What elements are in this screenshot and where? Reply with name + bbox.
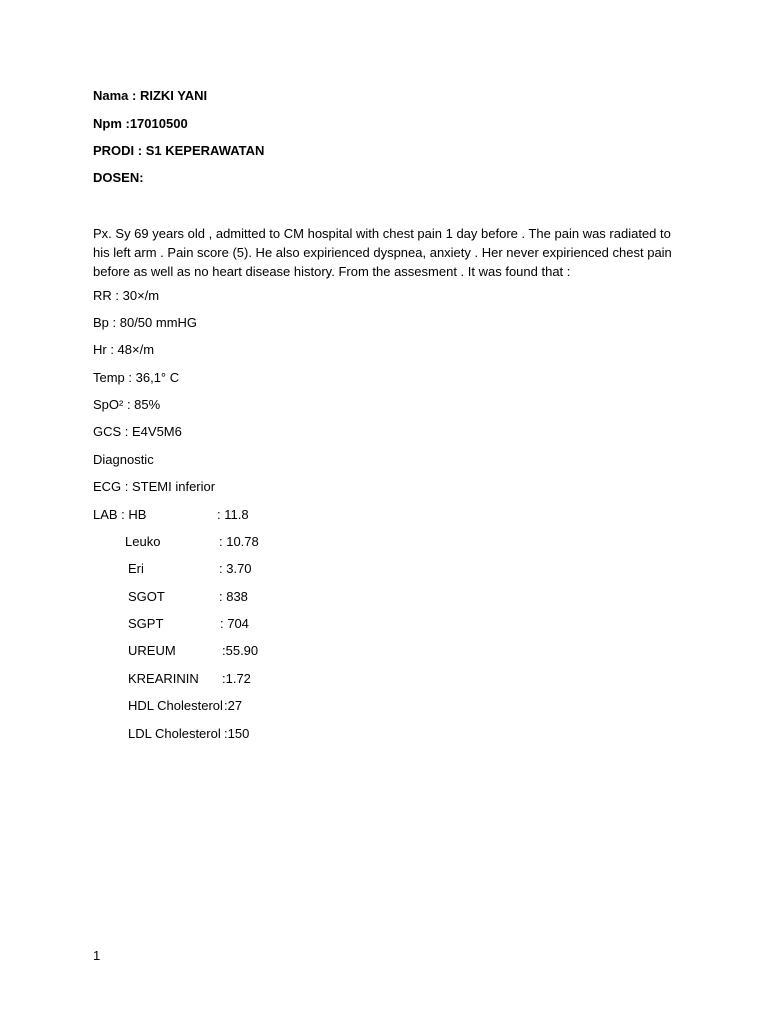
vital-temp: Temp : 36,1° C (93, 370, 180, 385)
lab-name-eri: Eri (128, 561, 144, 576)
lab-value-sgot: : 838 (219, 589, 248, 604)
lab-value-eri: : 3.70 (219, 561, 252, 576)
student-name: Nama : RIZKI YANI (93, 88, 208, 103)
vital-gcs: GCS : E4V5M6 (93, 424, 182, 439)
vital-spo2: SpO² : 85% (93, 397, 161, 412)
ecg-result: ECG : STEMI inferior (93, 479, 216, 494)
vital-rr: RR : 30×/m (93, 288, 160, 303)
lab-name-sgpt: SGPT (128, 616, 164, 631)
lab-name-krearinin: KREARININ (128, 671, 199, 686)
vital-hr: Hr : 48×/m (93, 342, 155, 357)
lab-value-ldl: :150 (224, 726, 250, 741)
lab-value-krearinin: :1.72 (222, 671, 251, 686)
lab-name-hdl: HDL Cholesterol (128, 698, 223, 713)
lab-name-leuko: Leuko (125, 534, 161, 549)
case-description: Px. Sy 69 years old , admitted to CM hospital with chest pain 1 day before . The pain was radiated to his left arm . Pain score (5). He also expirienced dyspnea, anxiety . Her never expirienced chest pain before as well as no heart disease history. From the assesment . It was found that : (93, 226, 672, 279)
diagnostic-heading: Diagnostic (93, 452, 154, 467)
lab-value-hdl: :27 (224, 698, 243, 713)
lab-name-sgot: SGOT (128, 589, 165, 604)
lab-prefix: LAB : HB (93, 507, 147, 522)
lab-value-leuko: : 10.78 (219, 534, 259, 549)
study-program: PRODI : S1 KEPERAWATAN (93, 143, 265, 158)
page-number: 1 (93, 948, 101, 963)
lab-value-ureum: :55.90 (222, 643, 259, 658)
lab-name-ldl: LDL Cholesterol (128, 726, 221, 741)
lab-name-ureum: UREUM (128, 643, 176, 658)
vital-bp: Bp : 80/50 mmHG (93, 315, 198, 330)
lab-value-sgpt: : 704 (220, 616, 249, 631)
lecturer: DOSEN: (93, 170, 144, 185)
student-npm: Npm :17010500 (93, 116, 188, 131)
lab-value-hb: : 11.8 (217, 507, 249, 522)
